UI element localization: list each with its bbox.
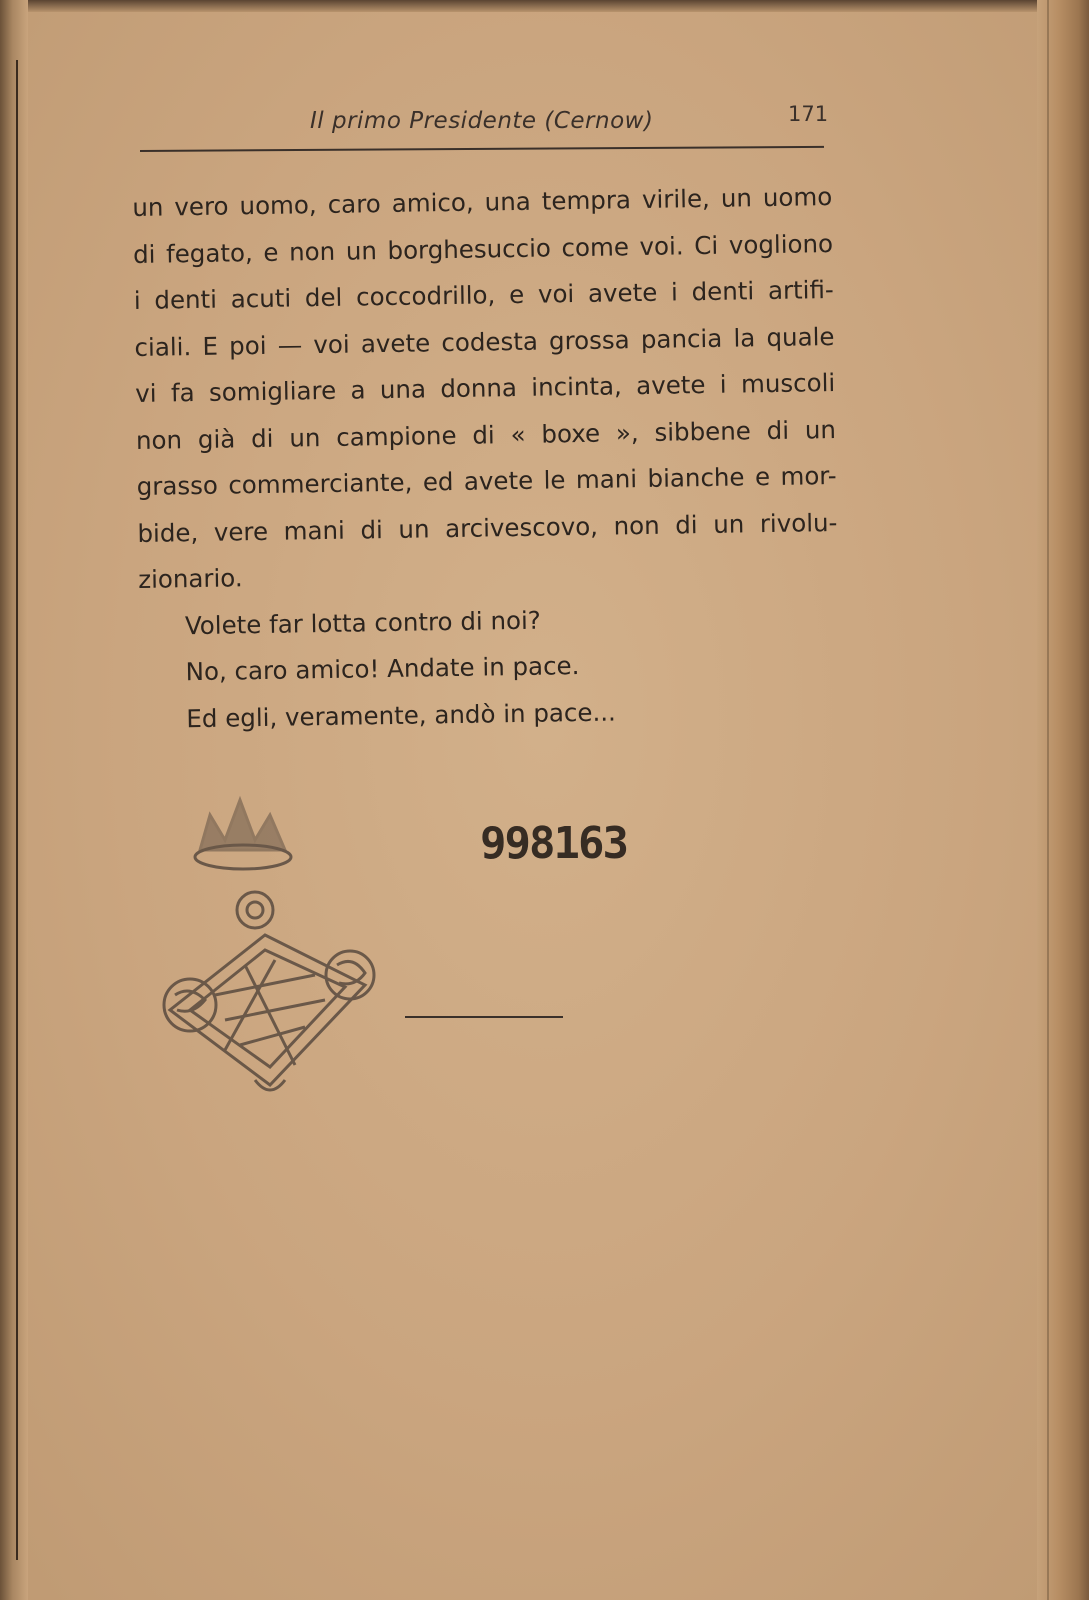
text-line: vi fa somigliare a una donna incinta, avete i muscoli [135, 367, 836, 408]
text-line: di fegato, e non un borghesuccio come voi. Ci vogliono [132, 228, 834, 269]
inventory-number: 998163 [480, 818, 627, 869]
text-line: No, caro amico! Andate in pace. [185, 651, 580, 687]
page-number: 171 [788, 102, 829, 126]
right-page-edge [1037, 0, 1089, 1600]
text-line: Ed egli, veramente, andò in pace... [186, 696, 617, 733]
text-line: ciali. E poi — voi avete codesta grossa pancia la quale [134, 321, 835, 362]
body-text [132, 174, 841, 743]
right-page-edge-line [1047, 0, 1049, 1600]
library-stamp [155, 795, 385, 1105]
text-line: zionario. [137, 563, 243, 594]
running-head [140, 98, 840, 158]
text-line: Volete far lotta contro di noi? [184, 605, 541, 640]
text-line: non già di un campione di « boxe », sibbene di un [135, 414, 837, 455]
text-line: un vero uomo, caro amico, una tempra virile, un uomo [132, 182, 833, 222]
top-page-edge [0, 0, 1089, 12]
left-binding-edge [0, 0, 28, 1600]
text-line: grasso commerciante, ed avete le mani bianche e mor- [136, 460, 837, 501]
library-seal-icon [155, 795, 385, 1105]
text-line: bide, vere mani di un arcivescovo, non di un rivolu- [137, 507, 838, 548]
header-rule [140, 146, 824, 152]
stamp-rule [405, 1016, 563, 1018]
text-line: i denti acuti del coccodrillo, e voi avete i denti artifi- [133, 274, 834, 315]
running-title: Il primo Presidente (Cernow) [310, 108, 654, 134]
left-binding-line [16, 60, 18, 1560]
